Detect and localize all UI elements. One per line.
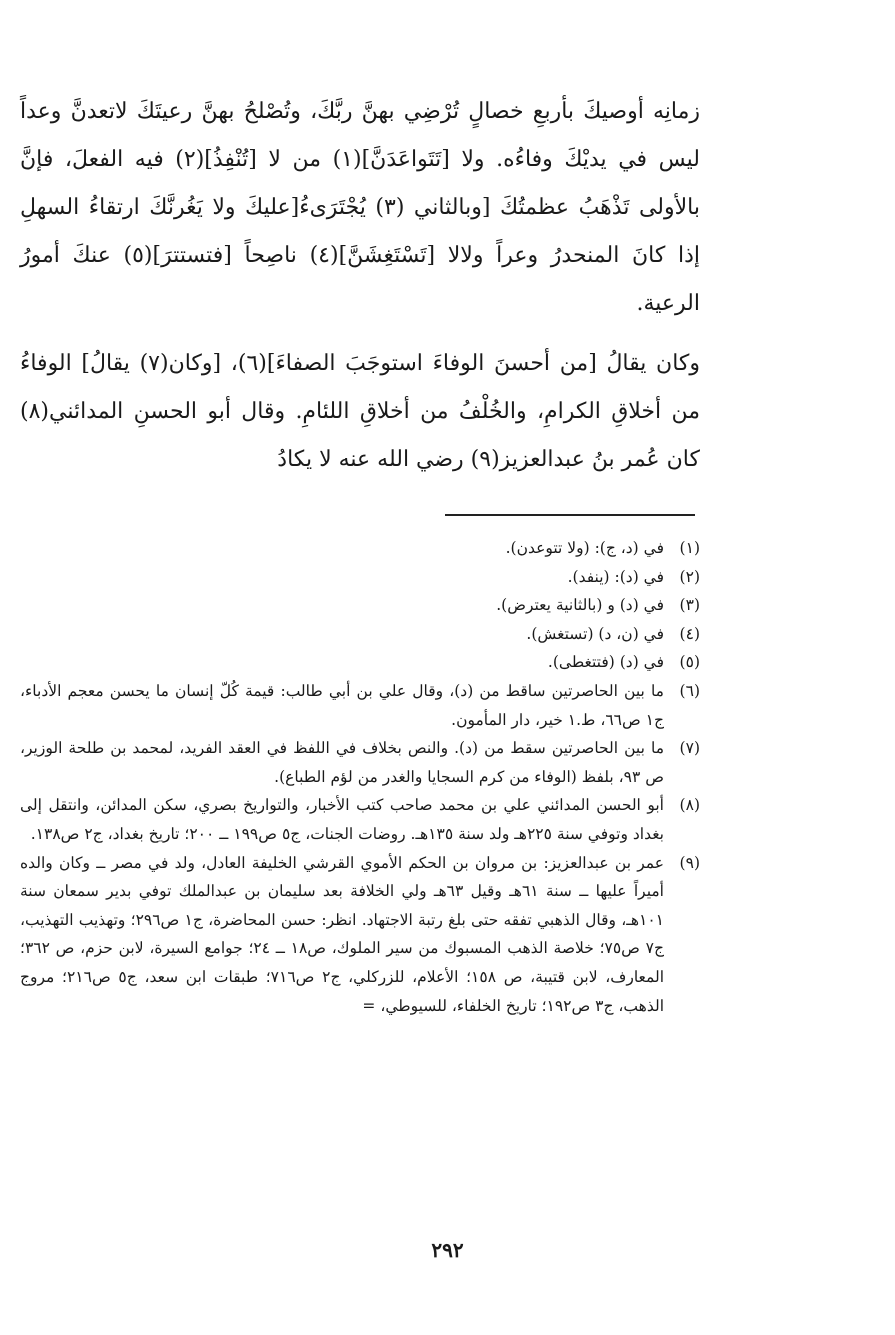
page-number: ٢٩٢ (431, 1238, 464, 1262)
footnote (20, 791, 700, 848)
body-paragraph: زمانِه أوصيكَ بأربعِ خصالٍ تُرْضِي بهنَّ ربَّكَ، وتُصْلحُ بهنَّ رعيتَكَ لاتعدنَّ وعداً ليس في يديْكَ وفاءُه. ولا [تَتَواعَدَنَّ](١) من لا [تُنْفِذُ](٢) فيه الفعلَ، فإنَّ بالأولى تَذْهَبُ عظمتُكَ [وبالثاني (٣) يُجْتَرَىءُ[عليكَ ولا يَغُرنَّكَ ارتقاءُ السهلِ إذا كانَ المنحدرُ وعراً ولالا [تَسْتَغِشَنَّ](٤) ناصِحاً [فتستترَ](٥) عنكَ أمورُ الرعية. (20, 99, 700, 316)
footnote (20, 534, 700, 563)
footnote (20, 648, 700, 677)
footnote-text: عمر بن عبدالعزيز: بن مروان بن الحكم الأموي القرشي الخليفة العادل، ولد في مصر ــ وكان والده أميراً عليها ــ سنة ٦١هـ وقيل ٦٣هـ ولي الخلافة بعد سليمان بن عبدالملك توفي بدير سمعان سنة ١٠١هـ، وقال الذهبي تفقه حتى بلغ رتبة الاجتهاد. انظر: حسن المحاضرة، ج١ ص٢٩٦؛ وتهذيب التهذيب، ج٧ ص٧٥؛ خلاصة الذهب المسبوك من سير الملوك، ص١٨ ــ ٢٤؛ جوامع السيرة، لابن حزم، ص ٣٦٢؛ المعارف، لابن قتيبة، ص ١٥٨؛ الأعلام، للزركلي، ج٢ ص٧١٦؛ طبقات ابن سعد، ج٥ ص٢١٦؛ مروج الذهب، ج٣ ص١٩٢؛ تاريخ الخلفاء، للسيوطي، = (20, 853, 665, 1015)
main-text (20, 88, 700, 484)
footnote-text: ما بين الحاصرتين ساقط من (د)، وقال علي بن أبي طالب: قيمة كُلّ إنسان ما يحسن معجم الأدباء، ج١ ص٦٦، ط.١ خير، دار المأمون. (20, 681, 664, 729)
footnote (20, 591, 700, 620)
footnote (20, 849, 700, 1021)
footnote-number: (٣) (679, 596, 700, 615)
footnote-number: (٢) (679, 567, 700, 586)
footnote-text: أبو الحسن المدائني علي بن محمد صاحب كتب الأخبار، والتواريخ بصري، سكن المدائن، وانتقل إلى بغداد وتوفي سنة ٢٢٥هـ ولد سنة ١٣٥هـ. روضات الجنات، ج٥ ص١٩٩ ــ ٢٠٠؛ تاريخ بغداد، ج٢ ص١٣٨. (20, 796, 664, 843)
footnote-text: في (د) (فتتغطى). (547, 653, 664, 672)
footnote-number: (٩) (679, 853, 700, 872)
footnote-separator (445, 514, 695, 516)
footnote-number: (٦) (679, 681, 700, 700)
footnote-number: (٥) (679, 653, 700, 672)
footnote-number: (٨) (679, 796, 700, 815)
footnote (20, 620, 700, 649)
footnotes (20, 534, 700, 1020)
footnote (20, 563, 700, 592)
footnote-text: في (د، ج): (ولا تتوعدن). (505, 539, 664, 557)
footnote-number: (١) (679, 539, 700, 557)
footnote-text: ما بين الحاصرتين سقط من (د). والنص بخلاف في اللفظ في العقد الفريد، لمحمد بن طلحة الوزير، ص ٩٣، بلفظ (الوفاء من كرم السجايا والغدر من لؤم الطباع). (20, 739, 664, 786)
body-paragraph: وكان يقالُ [من أحسنَ الوفاءَ استوجَبَ الصفاءَ](٦)، [وكان(٧) يقالُ] الوفاءُ من أخلاقِ الكرامِ، والخُلْفُ من أخلاقِ اللئامِ. وقال أبو الحسنِ المدائني(٨) كان عُمر بنُ عبدالعزيز(٩) رضي الله عنه لا يكادُ (20, 351, 700, 472)
footnote-number: (٧) (679, 739, 700, 758)
footnote-text: في (د): (ينفد). (567, 567, 664, 586)
footnote-text: في (د) و (بالثانية يعترض). (496, 596, 664, 615)
footnote-number: (٤) (679, 624, 700, 643)
footnote-text: في (ن، د) (تستغش). (526, 624, 664, 643)
footnote (20, 734, 700, 791)
footnote (20, 677, 700, 734)
